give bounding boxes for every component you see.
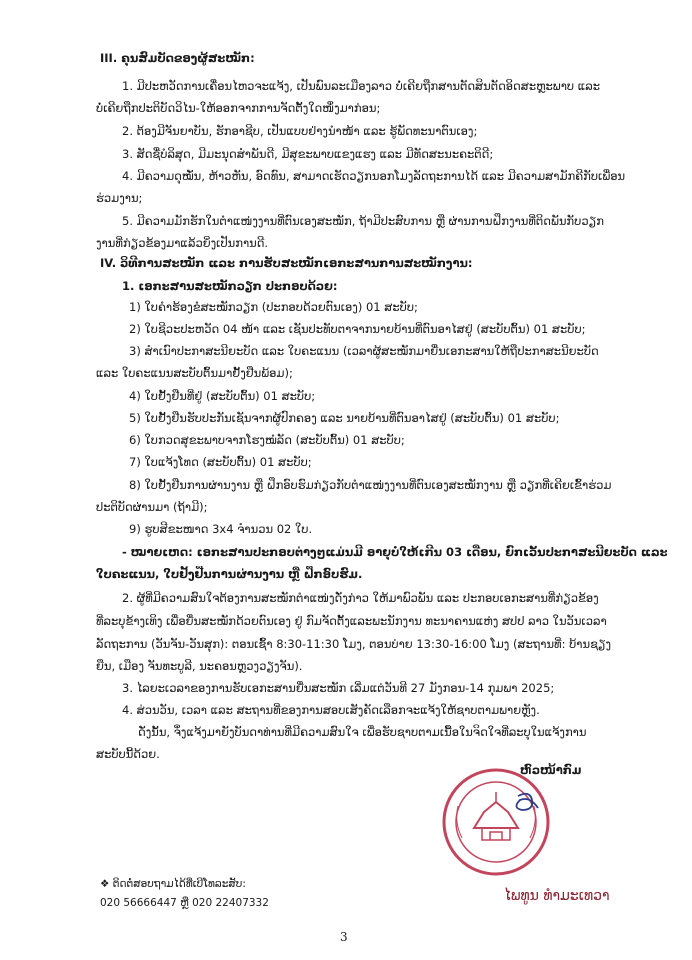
para-3: 3. ໄລຍະເວລາຂອງການຮັບເອກະສານຍື່ນສະໝັກ ເລີ່ມແຕ່ວັນທີ 27 ມັງກອນ-14 ກຸມພາ 2025; xyxy=(122,681,555,695)
signatory-title: ຫົວໜ້າກົມ xyxy=(520,763,582,777)
section-3-item-5-line-1: 5. ມີຄວາມມັກຮັກໃນຕຳແໜ່ງງານທີ່ຕົນເອງສະໝັກ, ຖ້າມີປະສົບການ ຫຼື ຜ່ານການຝຶກງານທີ່ຕິດພັນກັບວຽກ xyxy=(122,214,604,228)
doc-item-8-line-2: ປະຕິບັດຜ່ານມາ (ຖ້າມີ); xyxy=(96,500,208,514)
para-4: 4. ສ່ວນວັນ, ເວລາ ແລະ ສະຖານທີ່ຂອງການສອບເສັງຄັດເລືອກຈະແຈ້ງໃຫ້ຊາບຕາມພາຍຫຼັງ. xyxy=(122,703,540,717)
closing-line-1: ດັ່ງນັ້ນ, ຈຶ່ງແຈ້ງມາຍັງບັນດາທ່ານທີ່ມີຄວາມສົນໃຈ ເພື່ອຮັບຊາບຕາມເນື້ອໃນຈິດໃຈທີ່ລະບຸໃນແຈ້ງການ xyxy=(138,725,587,739)
section-3-item-4-line-1: 4. ມີຄວາມດຸໝັ່ນ, ຫ້າວຫັນ, ອົດທົນ, ສາມາດເຮັດວຽກນອກໂມງລັດຖະການໄດ້ ແລະ ມີຄວາມສາມັກຄີກັບເພື່ອນ xyxy=(122,169,626,183)
doc-item-2: 2) ໃບຊີວະປະຫວັດ 04 ໜ້າ ແລະ ເຊັນປະທັບຕາຈາກນາຍບ້ານທີ່ຕົນອາໄສຢູ່ (ສະບັບຕົ້ນ) 01 ສະບັບ; xyxy=(129,322,586,336)
section-3-item-5-line-2: ງານທີ່ກ່ຽວຂ້ອງມາແລ້ວຍິ່ງເປັນການດີ. xyxy=(96,236,269,250)
note-line-1: - ໝາຍເຫດ: ເອກະສານປະກອບຕ່າງໆແມ່ນມີ ອາຍຸບໍ່ໃຫ້ເກີນ 03 ເດືອນ, ຍົກເວັ້ນປະກາສະນີຍະບັດ ແລະ xyxy=(122,545,668,559)
official-seal-stamp xyxy=(434,766,564,878)
contact-label: ❖ ຕິດຕໍ່ສອບຖາມໄດ້ທີ່ເບີໂທລະສັບ: xyxy=(100,878,246,890)
doc-item-9: 9) ຮູບສີຂະໜາດ 3x4 ຈຳນວນ 02 ໃບ. xyxy=(129,522,313,536)
signatory-name: ໄພທູນ ທຳມະເທວາ xyxy=(504,888,610,904)
doc-item-5: 5) ໃບຢັ້ງຢືນຮັບປະກັນເຊັນຈາກຜູ້ປົກຄອງ ແລະ ນາຍບ້ານທີ່ຕົນອາໄສຢູ່ (ສະບັບຕົ້ນ) 01 ສະບັບ; xyxy=(129,411,560,425)
para-2-line-2: ທີ່ລະບຸຂ້າງເທິງ ເພື່ອຍື່ນສະໝັກດ້ວຍຕົນເອງ ຢູ່ ກົມຈັດຕັ້ງແລະພະນັກງານ ທະນາຄານແຫ່ງ ສປປ ລາວ ໃນວັນເວລາ xyxy=(96,614,607,628)
doc-item-1: 1) ໃບຄຳຮ້ອງຂໍສະໝັກວຽກ (ປະກອບດ້ວຍຕົນເອງ) 01 ສະບັບ; xyxy=(129,300,418,314)
para-2-line-4: ຍືນ, ເມືອງ ຈັນທະບູລີ, ນະຄອນຫຼວງວຽງຈັນ). xyxy=(96,659,303,673)
doc-item-8-line-1: 8) ໃບຢັ້ງຢືນການຜ່ານງານ ຫຼື ຝຶກອົບຮົມກ່ຽວກັບຕຳແໜ່ງງານທີ່ຕົນເອງສະໝັກງານ ຫຼື ວຽກທີ່ເຄີຍເຂົ້າຮ່ວມ xyxy=(129,478,612,492)
doc-item-4: 4) ໃບຢັ້ງຢືນທີ່ຢູ່ (ສະບັບຕົ້ນ) 01 ສະບັບ; xyxy=(129,389,316,403)
section-3-item-1-line-1: 1. ມີປະຫວັດການເຄື່ອນໄຫວຈະແຈ້ງ, ເປັນພົນລະເມືອງລາວ ບໍ່ເຄີຍຖືກສານຕັດສິນຕັດອິດສະຫຼະພາບ ແລະ xyxy=(122,79,601,93)
contact-phones: 020 56666447 ຫຼື 020 22407332 xyxy=(100,897,269,909)
section-3-item-3: 3. ສັດຊື່ບໍລິສຸດ, ມີມະນຸດສຳພັນດີ, ມີສຸຂະພາບແຂງແຮງ ແລະ ມີທັດສະນະຄະຕິດີ; xyxy=(122,147,494,161)
section-3-heading: III. ຄຸນສົມບັດຂອງຜູ້ສະໝັກ: xyxy=(100,51,255,65)
doc-item-7: 7) ໃບແຈ້ງໂທດ (ສະບັບຕົ້ນ) 01 ສະບັບ; xyxy=(129,455,312,469)
closing-line-2: ສະບັບນີ້ດ້ວຍ. xyxy=(96,747,160,761)
section-4-sub-1: 1. ເອກະສານສະໝັກວຽກ ປະກອບດ້ວຍ: xyxy=(122,279,338,293)
note-line-2: ໃບຄະແນນ, ໃບຢັ້ງຢືນການຜ່ານງານ ຫຼື ຝຶກອົບຮົມ. xyxy=(96,567,363,581)
doc-item-3-line-1: 3) ສຳເນົາປະກາສະນີຍະບັດ ແລະ ໃບຄະແນນ (ເວລາຜູ້ສະໝັກມາຍື່ນເອກະສານໃຫ້ຖືປະກາສະນີຍະບັດ xyxy=(129,344,599,358)
section-3-item-4-line-2: ຮ່ວມງານ; xyxy=(96,191,143,205)
section-3-item-2: 2. ຕ້ອງມີຈັນຍາບັນ, ຮັກອາຊີບ, ເປັນແບບຢ່າງນຳໜ້າ ແລະ ຮູ້ພັດທະນາຕົນເອງ; xyxy=(122,124,478,138)
para-2-line-1: 2. ຜູ້ທີ່ມີຄວາມສົນໃຈຕ້ອງການສະໝັກຕຳແໜ່ງດັ່ງກ່າວ ໃຫ້ມາພົວພັນ ແລະ ປະກອບເອກະສານທີ່ກ່ຽວຂ້ອງ xyxy=(122,591,599,605)
para-2-line-3: ລັດຖະການ (ວັນຈັນ-ວັນສຸກ): ຕອນເຊົ້າ 8:30-11:30 ໂມງ, ຕອນບ່າຍ 13:30-16:00 ໂມງ (ສະຖານທີ່: ບ້ານຊຽງ xyxy=(96,637,612,651)
section-4-heading: IV. ວິທີການສະໝັກ ແລະ ການຮັບສະໝັກເອກະສານການສະໝັກງານ: xyxy=(100,256,473,270)
doc-item-6: 6) ໃບກວດສຸຂະພາບຈາກໂຮງໝໍລັດ (ສະບັບຕົ້ນ) 01 ສະບັບ; xyxy=(129,433,405,447)
page-number: 3 xyxy=(340,930,348,944)
doc-item-3-line-2: ແລະ ໃບຄະແນນສະບັບຕົ້ນມາຢັ້ງຢືນພ້ອມ); xyxy=(96,366,293,380)
section-3-item-1-line-2: ບໍ່ເຄີຍຖືກປະຕິບັດວິໄນ-ໃຫ້ອອກຈາກການຈັດຕັ້ງໃດໜຶ່ງມາກ່ອນ; xyxy=(96,101,381,115)
